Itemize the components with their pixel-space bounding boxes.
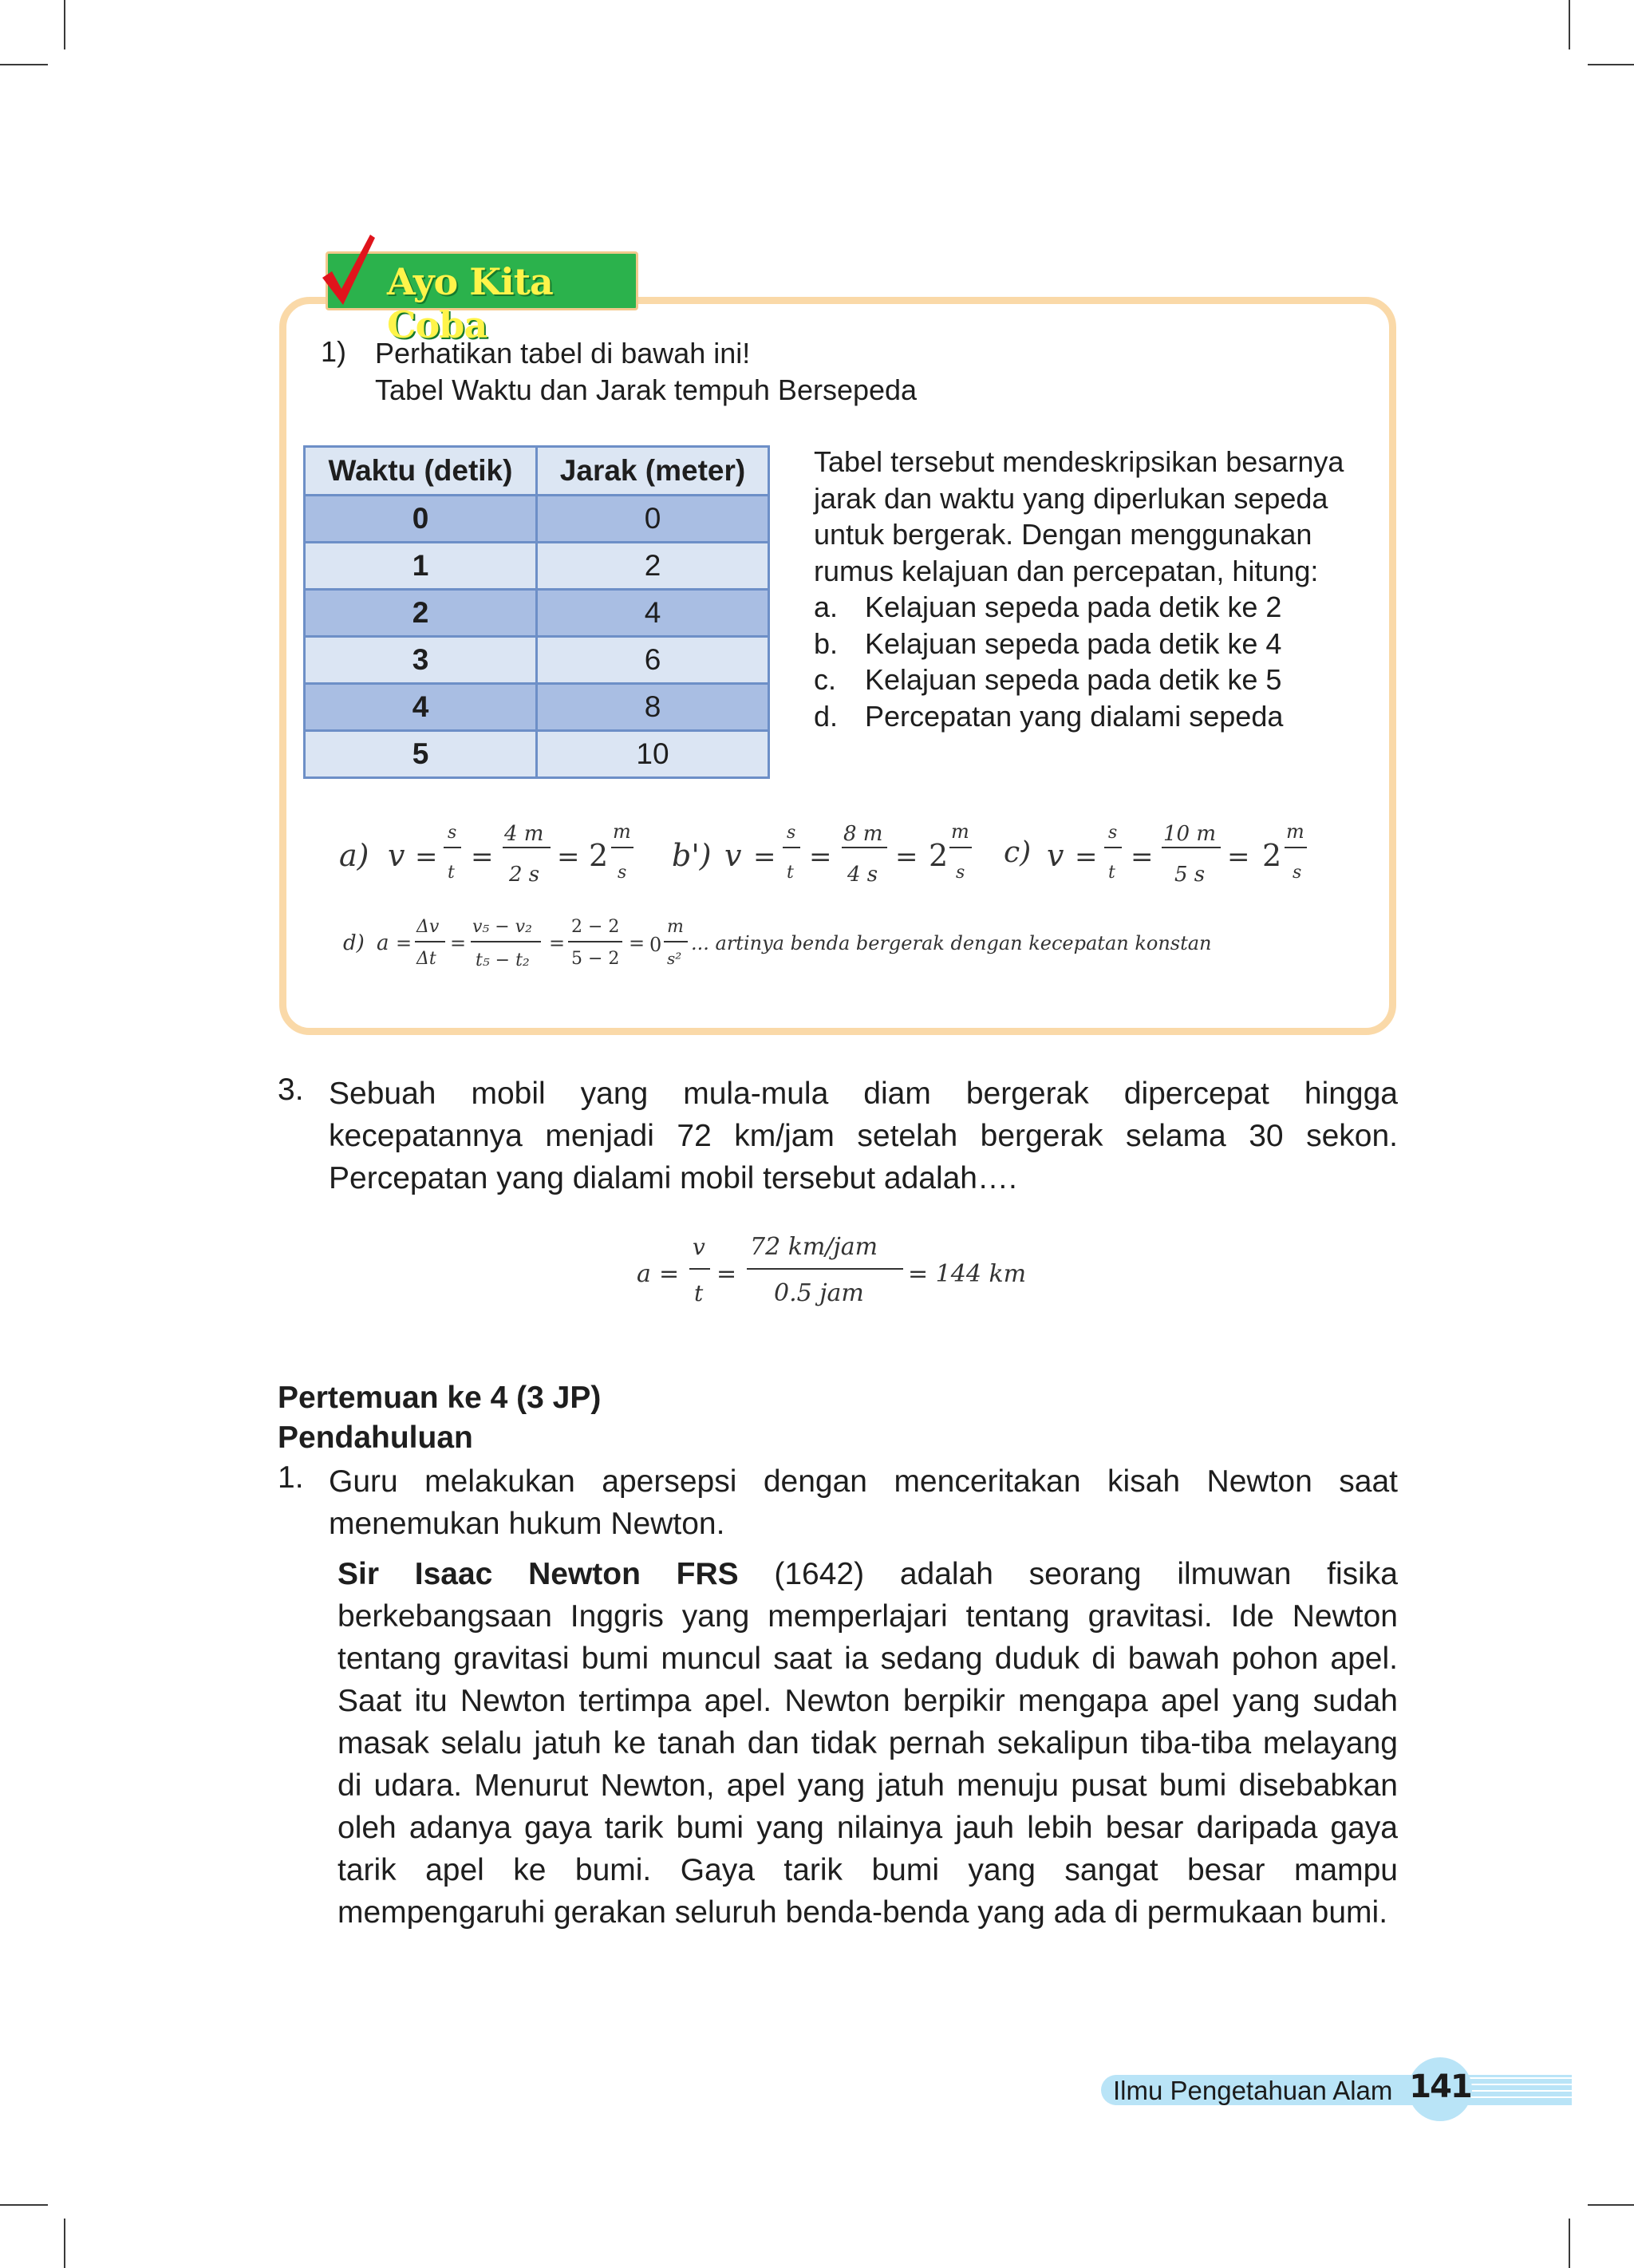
table-cell-distance: 8 <box>537 684 769 731</box>
formula-equals: = <box>716 1260 737 1288</box>
formula-note: ... artinya benda bergerak dengan kecepatan konstan <box>691 932 1212 954</box>
list-marker: b. <box>814 626 839 660</box>
formula-equals: = <box>629 932 645 954</box>
crop-mark <box>0 2204 48 2206</box>
formula-equals: = <box>415 841 438 873</box>
list-text: Percepatan yang dialami sepeda <box>865 699 1284 733</box>
formula-equals: = <box>809 841 832 873</box>
crop-mark <box>0 64 48 65</box>
formula-value: 2 <box>589 838 609 873</box>
formula-label: c) <box>1004 836 1032 869</box>
step-instructions <box>375 335 917 409</box>
formula-frac-num: v₅ − v₂ <box>472 917 532 937</box>
formula-unit-num: m <box>613 820 631 843</box>
table-row <box>305 590 769 637</box>
list-number: 1. <box>278 1460 304 1495</box>
formula-unit-den: s <box>618 863 627 883</box>
formula-frac-den: 4 s <box>847 863 878 887</box>
page-number: 141 <box>1409 2068 1471 2105</box>
formula-frac-den: t₅ − t₂ <box>476 950 530 970</box>
list-marker: c. <box>814 663 837 696</box>
table-cell-distance: 0 <box>537 496 769 543</box>
formula-equals: = <box>549 932 566 954</box>
paragraph-text: (1642) adalah seorang ilmuwan fisika berkebangsaan Inggris yang memperlajari tentang gravitasi. Ide Newton tentang gravitasi bumi muncul saat ia sedang duduk di bawah pohon apel. Saat itu Newton tertimpa apel. Newton berpikir mengapa apel yang sudah masak selalu jatuh ke tanah dan tidak pernah sekalipun tiba-tiba melayang di udara. Menurut Newton, apel yang jatuh menuju pusat bumi disebabkan oleh adanya gaya tarik bumi yang nilainya jauh lebih besar daripada gaya tarik apel ke bumi. Gaya tarik bumi yang sangat besar mampu mempengaruhi gerakan seluruh benda-benda yang ada di permukaan bumi. <box>337 1557 1398 1930</box>
formula-frac-den: t <box>694 1280 704 1306</box>
formula-frac-num: Δv <box>416 917 440 937</box>
formula-frac-den: 5 − 2 <box>571 949 620 969</box>
formula-frac-num: s <box>448 823 457 843</box>
formula-label: a) <box>339 838 369 873</box>
formula-unit-den: s <box>1293 863 1302 883</box>
list-item <box>814 589 1388 626</box>
table-row <box>305 543 769 590</box>
formula-frac-num: v <box>693 1234 705 1260</box>
formula-var: v <box>1047 838 1064 873</box>
question-text: Sebuah mobil yang mula-mula diam bergerak dipercepat hingga kecepatannya menjadi 72 km/jam setelah bergerak selama 30 sekon. Percepatan yang dialami mobil tersebut adalah…. <box>329 1077 1398 1195</box>
table-row <box>305 496 769 543</box>
formula-q3 <box>637 1233 1026 1307</box>
list-text: Kelajuan sepeda pada detik ke 2 <box>865 591 1282 623</box>
activity-title: Ayo Kita Coba <box>387 260 553 346</box>
formula-frac-den: Δt <box>416 949 436 969</box>
crop-mark <box>64 0 65 49</box>
crop-mark <box>64 2219 65 2268</box>
formula-var: v <box>388 838 405 873</box>
section-heading: Pertemuan ke 4 (3 JP) <box>278 1381 602 1415</box>
formula-frac-den: t <box>1108 863 1115 883</box>
formula-frac-den: 2 s <box>509 863 540 887</box>
table-caption: Tabel Waktu dan Jarak tempuh Bersepeda <box>375 373 918 406</box>
table-header-distance: Jarak (meter) <box>537 447 769 496</box>
table-cell-time: 3 <box>305 637 537 684</box>
formula-equals: = <box>1075 841 1098 873</box>
formula-unit-den: s² <box>667 949 682 968</box>
footer-subject: Ilmu Pengetahuan Alam <box>1113 2076 1393 2105</box>
formula-var: a <box>377 931 389 955</box>
formula-equals: = <box>753 841 776 873</box>
description-text: Tabel tersebut mendeskripsikan besarnya jarak dan waktu yang diperlukan sepeda untuk bergerak. Dengan menggunakan rumus kelajuan dan percepatan, hitung: <box>814 445 1344 587</box>
formula-var: v <box>724 838 742 873</box>
paragraph-bold-name: Sir Isaac Newton FRS <box>337 1557 739 1591</box>
formula-frac-num: s <box>787 823 796 843</box>
formula-frac-num: 4 m <box>504 822 544 846</box>
formula-equals: = <box>557 841 580 873</box>
formula-equals: = <box>895 841 918 873</box>
table-row <box>305 684 769 731</box>
time-distance-table <box>303 445 770 779</box>
formula-frac-num: 72 km/jam <box>750 1233 878 1261</box>
list-item <box>814 662 1388 698</box>
formula-value: 0 <box>649 934 662 956</box>
table-row <box>305 731 769 778</box>
section-subheading: Pendahuluan <box>278 1420 473 1455</box>
formula-frac-num: 2 − 2 <box>571 917 620 937</box>
list-text: Kelajuan sepeda pada detik ke 5 <box>865 663 1282 696</box>
list-text: Guru melakukan apersepsi dengan menceritakan kisah Newton saat menemukan hukum Newton. <box>329 1464 1398 1541</box>
table-cell-distance: 4 <box>537 590 769 637</box>
list-marker: a. <box>814 591 839 623</box>
formula-value: 2 <box>929 838 949 873</box>
table-cell-time: 0 <box>305 496 537 543</box>
crop-mark <box>1588 2204 1634 2206</box>
formula-equals: = <box>471 841 494 873</box>
formula-frac-den: 0.5 jam <box>774 1279 864 1307</box>
formula-unit-den: s <box>956 863 965 883</box>
crop-mark <box>1569 0 1570 49</box>
list-marker: d. <box>814 699 839 733</box>
task-list <box>814 589 1388 734</box>
formula-equals: = <box>396 932 412 954</box>
formula-frac-num: 8 m <box>843 822 883 846</box>
formula-equals: = <box>659 1260 680 1288</box>
table-cell-time: 5 <box>305 731 537 778</box>
formula-unit-num: m <box>1286 820 1304 843</box>
crop-mark <box>1588 64 1634 65</box>
formula-frac-num: 10 m <box>1163 822 1217 846</box>
crop-mark <box>1569 2219 1570 2268</box>
step-number: 1) <box>321 335 347 368</box>
formula-unit-num: m <box>667 917 684 937</box>
formula-label: d) <box>343 931 365 955</box>
table-cell-time: 4 <box>305 684 537 731</box>
list-text: Kelajuan sepeda pada detik ke 4 <box>865 626 1282 660</box>
footer-stripes <box>1460 2073 1572 2107</box>
formula-equals: = <box>450 932 467 954</box>
formula-result: = 144 km <box>908 1260 1027 1288</box>
formula-equals: = <box>1227 841 1250 873</box>
table-header-time: Waktu (detik) <box>305 447 537 496</box>
formula-equals: = <box>1131 841 1154 873</box>
table-cell-time: 2 <box>305 590 537 637</box>
table-cell-time: 1 <box>305 543 537 590</box>
formula-label: b') <box>672 838 712 873</box>
formula-unit-num: m <box>951 820 969 843</box>
formula-frac-den: t <box>448 863 455 883</box>
formula-frac-den: 5 s <box>1174 863 1206 887</box>
formula-var: a <box>637 1260 651 1288</box>
formula-frac-den: t <box>787 863 794 883</box>
table-row <box>305 637 769 684</box>
table-cell-distance: 2 <box>537 543 769 590</box>
formula-value: 2 <box>1262 838 1282 873</box>
checkmark-icon <box>319 231 378 311</box>
formula-frac-num: s <box>1108 823 1118 843</box>
table-description <box>814 444 1388 734</box>
step-line-1: Perhatikan tabel di bawah ini! <box>375 337 751 369</box>
list-item <box>814 698 1388 735</box>
list-item <box>814 626 1388 662</box>
question-number: 3. <box>278 1073 304 1107</box>
table-cell-distance: 6 <box>537 637 769 684</box>
table-cell-distance: 10 <box>537 731 769 778</box>
newton-story-paragraph <box>337 1553 1398 1934</box>
